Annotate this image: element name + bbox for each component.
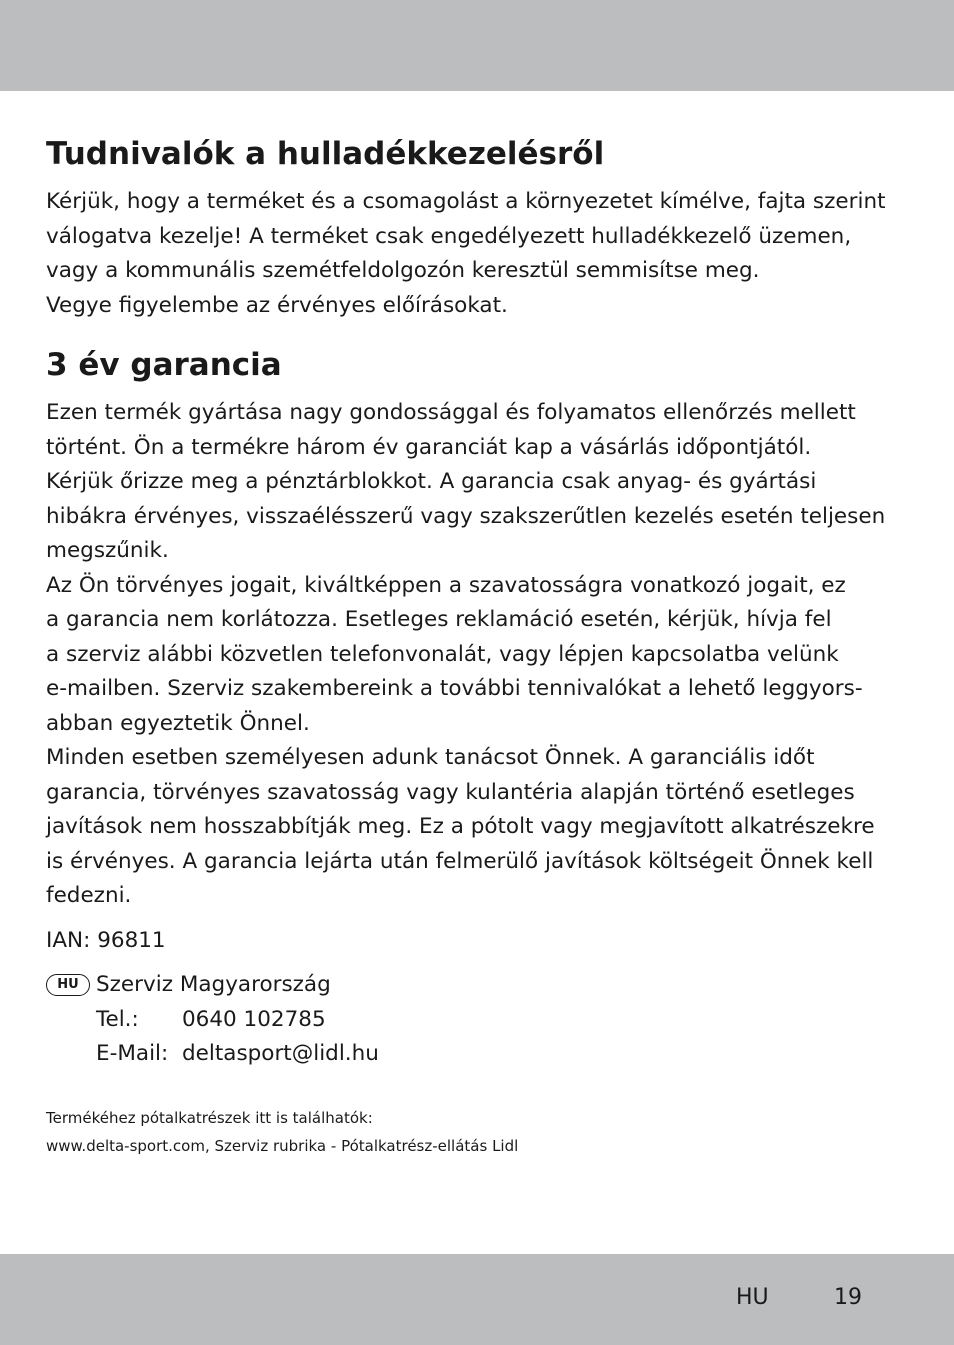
waste-disposal-heading: Tudnivalók a hulladékkezelésről (46, 136, 605, 172)
text-line: garancia, törvényes szavatosság vagy kulantéria alapján történő esetleges (46, 779, 855, 805)
text-line: e-mailben. Szerviz szakembereink a további tennivalókat a lehető leggyors- (46, 676, 863, 701)
text-line: történt. Ön a termékre három év garanciát kap a vásárlás időpontjától. (46, 434, 812, 460)
warranty-paragraph (46, 396, 908, 914)
text-line: Vegye figyelembe az érvényes előírásokat. (46, 292, 508, 318)
bottom-band (0, 1254, 954, 1345)
text-line: Kérjük, hogy a terméket és a csomagolást a környezetet kímélve, fajta szerint (46, 189, 886, 214)
warranty-heading: 3 év garancia (46, 347, 282, 383)
phone-number: 0640 102785 (182, 1006, 326, 1032)
spare-parts-link: www.delta-sport.com, Szerviz rubrika - Pótalkatrész-ellátás Lidl (46, 1137, 519, 1155)
text-line: megszűnik. (46, 538, 169, 563)
phone-label: Tel.: (96, 1006, 139, 1032)
footer-language: HU (736, 1285, 769, 1310)
text-line: javítások nem hosszabbítják meg. Ez a pótolt vagy megjavított alkatrészekre (46, 814, 875, 839)
email-address: deltasport@lidl.hu (182, 1041, 379, 1066)
text-line: fedezni. (46, 883, 132, 908)
text-line: is érvényes. A garancia lejárta után felmerülő javítások költségeit Önnek kell (46, 848, 874, 874)
country-badge: HU (46, 974, 90, 996)
text-line: válogatva kezelje! A terméket csak engedélyezett hulladékkezelő üzemen, (46, 223, 852, 249)
spare-parts-line: Termékéhez pótalkatrészek itt is találhatók: (46, 1109, 373, 1127)
text-line: Minden esetben személyesen adunk tanácsot Önnek. A garanciális időt (46, 745, 815, 770)
text-line: abban egyeztetik Önnel. (46, 710, 310, 736)
text-line: Az Ön törvényes jogait, kiváltképpen a szavatosságra vonatkozó jogait, ez (46, 572, 846, 598)
waste-disposal-paragraph (46, 185, 908, 323)
text-line: Ezen termék gyártása nagy gondossággal és folyamatos ellenőrzés mellett (46, 400, 856, 425)
spare-parts-note (46, 1104, 518, 1160)
text-line: hibákra érvényes, visszaélésszerű vagy szakszerűtlen kezelés esetén teljesen (46, 503, 886, 529)
service-phone-row (96, 1003, 326, 1038)
text-line: a szerviz alábbi közvetlen telefonvonalát, vagy lépjen kapcsolatba velünk (46, 641, 839, 667)
service-email-row (96, 1037, 379, 1072)
page-number: 19 (834, 1285, 862, 1310)
service-name: Szerviz Magyarország (96, 972, 331, 997)
top-band (0, 0, 954, 91)
ian-number: IAN: 96811 (46, 928, 166, 953)
text-line: vagy a kommunális szemétfeldolgozón keresztül semmisítse meg. (46, 258, 760, 283)
text-line: a garancia nem korlátozza. Esetleges reklamáció esetén, kérjük, hívja fel (46, 607, 832, 632)
email-label: E-Mail: (96, 1041, 169, 1066)
text-line: Kérjük őrizze meg a pénztárblokkot. A garancia csak anyag- és gyártási (46, 469, 817, 494)
